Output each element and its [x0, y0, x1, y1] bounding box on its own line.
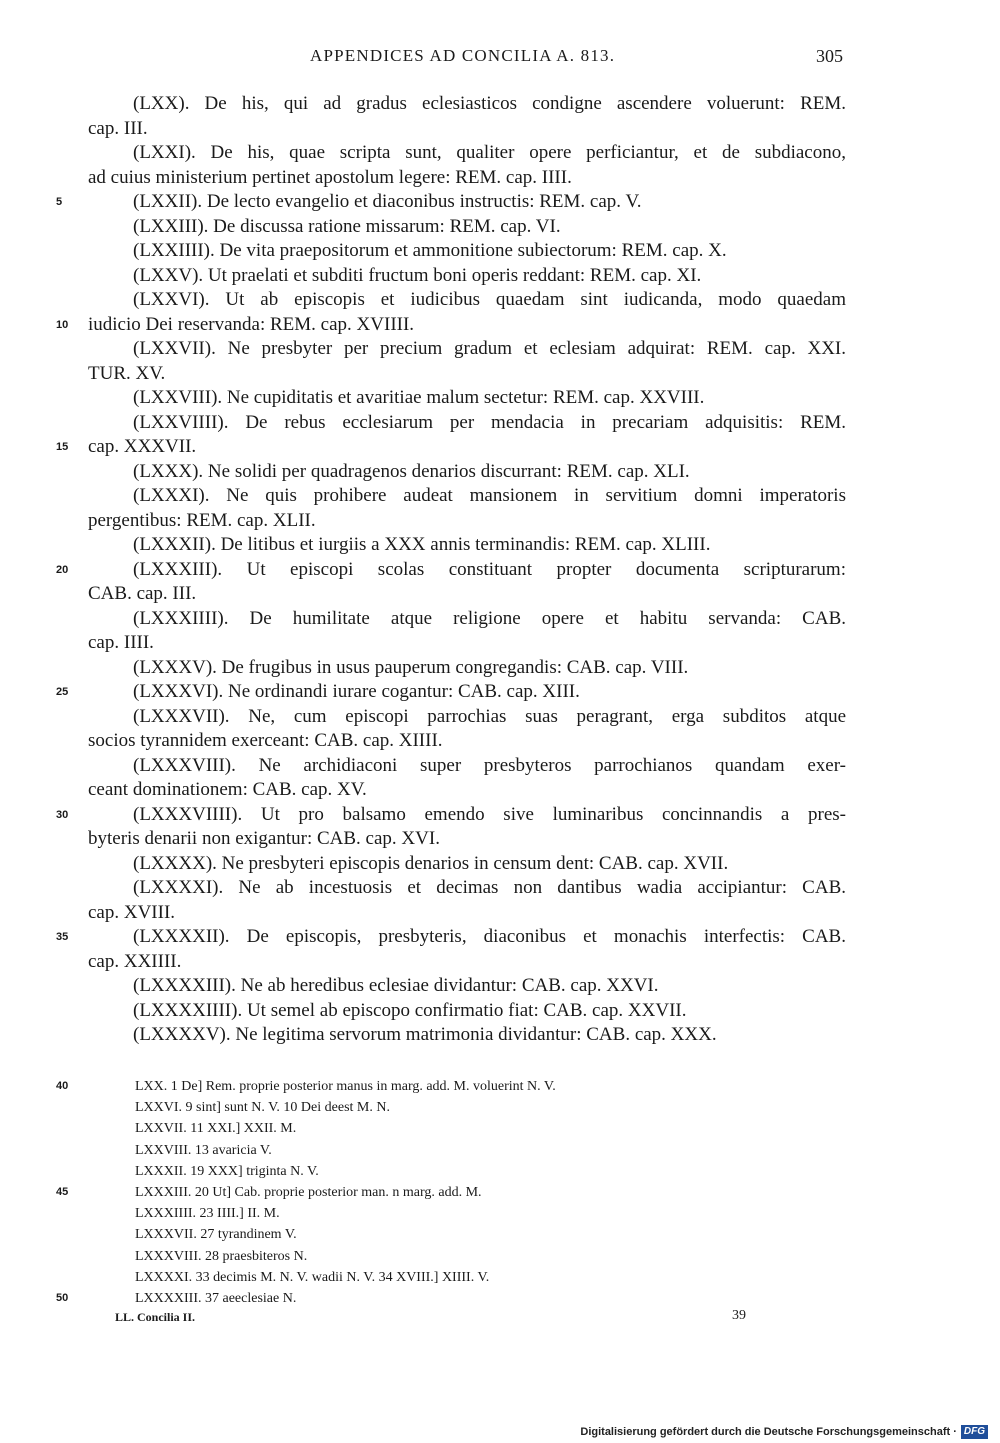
- text-line-content: pergentibus: REM. cap. XLII.: [88, 509, 316, 531]
- note-line: [0, 1140, 1000, 1161]
- text-line-content: byteris denarii non exigantur: CAB. cap. XVI.: [88, 828, 440, 849]
- text-line: [0, 582, 1000, 607]
- text-line: [0, 827, 1000, 852]
- text-line: [0, 166, 1000, 191]
- text-line-content: (LXXXXIIII). Ut semel ab episcopo confirmatio fiat: CAB. cap. XXVII.: [133, 999, 687, 1021]
- text-line-content: (LXXXVII). Ne, cum episcopi parrochias suas peragrant, erga subditos atque: [133, 705, 846, 727]
- text-line: [0, 754, 1000, 779]
- text-line-content: (LXXXVIIII). Ut pro balsamo emendo sive luminaribus concinnandis a pres-: [133, 803, 846, 825]
- text-line: [0, 533, 1000, 558]
- text-line-content: ceant dominationem: CAB. cap. XV.: [88, 779, 367, 800]
- text-line: [0, 117, 1000, 142]
- line-number: 15: [56, 441, 69, 453]
- note-line-content: LXXVIII. 13 avaricia V.: [135, 1142, 272, 1158]
- text-line-content: cap. XXIIII.: [88, 950, 182, 972]
- text-line-content: (LXXI). De his, quae scripta sunt, qualiter opere perficiantur, et de subdiacono,: [133, 142, 846, 163]
- text-line: [0, 386, 1000, 411]
- text-line-content: (LXXXI). Ne quis prohibere audeat mansionem in servitium domni imperatoris: [133, 485, 846, 506]
- text-line-content: (LXXVI). Ut ab episcopis et iudicibus quaedam sint iudicanda, modo quaedam: [133, 289, 846, 310]
- note-line: [0, 1182, 1000, 1203]
- text-line: [0, 974, 1000, 999]
- text-line: [0, 778, 1000, 803]
- line-number: 20: [56, 563, 69, 576]
- line-number: 30: [56, 808, 69, 821]
- text-line-content: cap. XXXVII.: [88, 436, 197, 457]
- text-line: [0, 190, 1000, 215]
- text-line-content: (LXXIII). De discussa ratione missarum: REM. cap. VI.: [133, 215, 561, 237]
- text-line: [0, 631, 1000, 656]
- text-line: [0, 1023, 1000, 1048]
- note-line-content: LXXXXI. 33 decimis M. N. V. wadii N. V. 34 XVIII.] XIIII. V.: [135, 1269, 490, 1285]
- critical-apparatus: [0, 1076, 1000, 1309]
- text-line-content: (LXXXV). De frugibus in usus pauperum congregandis: CAB. cap. VIII.: [133, 656, 689, 678]
- text-line: [0, 803, 1000, 828]
- text-line-content: cap. XVIII.: [88, 901, 176, 923]
- note-line-content: LXXXXIII. 37 aeeclesiae N.: [135, 1290, 297, 1306]
- text-line-content: (LXXIIII). De vita praepositorum et ammonitione subiectorum: REM. cap. X.: [133, 240, 727, 261]
- text-line-content: TUR. XV.: [88, 362, 166, 384]
- text-line: [0, 264, 1000, 289]
- text-line-content: (LXXXVIII). Ne archidiaconi super presbyteros parrochianos quandam exer-: [133, 754, 846, 776]
- text-line: [0, 92, 1000, 117]
- note-line-content: LXXXII. 19 XXX] triginta N. V.: [135, 1163, 319, 1179]
- text-line: [0, 141, 1000, 166]
- text-line-content: (LXXV). Ut praelati et subditi fructum boni operis reddant: REM. cap. XI.: [133, 264, 702, 286]
- text-line: [0, 729, 1000, 754]
- text-line: [0, 215, 1000, 240]
- line-number: 45: [56, 1185, 69, 1198]
- note-line: [0, 1288, 1000, 1309]
- line-number: 50: [56, 1291, 69, 1304]
- text-line-content: socios tyrannidem exerceant: CAB. cap. XIIII.: [88, 730, 443, 751]
- line-number: 10: [56, 318, 69, 331]
- text-line: [0, 950, 1000, 975]
- text-line-content: (LXXVII). Ne presbyter per precium gradum et eclesiam adquirat: REM. cap. XXI.: [133, 338, 846, 359]
- text-line: [0, 705, 1000, 730]
- text-line: [0, 460, 1000, 485]
- text-line-content: (LXXXXIII). Ne ab heredibus eclesiae dividantur: CAB. cap. XXVI.: [133, 975, 659, 996]
- text-line-content: (LXXXX). Ne presbyteri episcopis denarios in censum dent: CAB. cap. XVII.: [133, 852, 729, 874]
- text-line: [0, 558, 1000, 583]
- text-line: [0, 313, 1000, 338]
- note-line: [0, 1161, 1000, 1182]
- text-line-content: (LXXXVI). Ne ordinandi iurare cogantur: CAB. cap. XIII.: [133, 681, 580, 702]
- note-line-content: LXXXVII. 27 tyrandinem V.: [135, 1227, 297, 1243]
- line-number: 40: [56, 1080, 69, 1092]
- note-line: [0, 1203, 1000, 1224]
- dfg-logo-icon: DFG: [961, 1425, 988, 1439]
- text-line-content: cap. III.: [88, 117, 148, 139]
- note-line-content: LXX. 1 De] Rem. proprie posterior manus in marg. add. M. voluerint N. V.: [135, 1079, 556, 1094]
- text-line: [0, 680, 1000, 705]
- text-line-content: (LXXXIIII). De humilitate atque religione opere et habitu servanda: CAB.: [133, 607, 846, 629]
- note-line-content: LXXXIII. 20 Ut] Cab. proprie posterior man. n marg. add. M.: [135, 1184, 482, 1200]
- text-line: [0, 999, 1000, 1024]
- page-header: [0, 46, 1000, 72]
- text-line: [0, 484, 1000, 509]
- line-number: 35: [56, 931, 69, 943]
- text-line-content: (LXX). De his, qui ad gradus eclesiasticos condigne ascendere voluerunt: REM.: [133, 93, 846, 114]
- text-line-content: (LXXXXV). Ne legitima servorum matrimonia dividantur: CAB. cap. XXX.: [133, 1024, 717, 1045]
- text-line: [0, 435, 1000, 460]
- note-line-content: LXXXVIII. 28 praesbiteros N.: [135, 1248, 308, 1264]
- text-line-content: (LXXXXII). De episcopis, presbyteris, diaconibus et monachis interfectis: CAB.: [133, 926, 846, 947]
- digitization-footer: [580, 1424, 988, 1440]
- text-line-content: (LXXXII). De litibus et iurgiis a XXX annis terminandis: REM. cap. XLIII.: [133, 534, 711, 555]
- text-line-content: (LXXII). De lecto evangelio et diaconibus instructis: REM. cap. V.: [133, 191, 642, 212]
- signature-number: 39: [732, 1308, 746, 1323]
- note-line: [0, 1076, 1000, 1097]
- text-line: [0, 607, 1000, 632]
- text-line: [0, 239, 1000, 264]
- text-line-content: (LXXXIII). Ut episcopi scolas constituant propter documenta scripturarum:: [133, 558, 846, 580]
- text-line: [0, 876, 1000, 901]
- digitization-note: Digitalisierung gefördert durch die Deutsche Forschungsgemeinschaft ·: [580, 1426, 957, 1438]
- text-line: [0, 925, 1000, 950]
- text-line-content: CAB. cap. III.: [88, 583, 197, 604]
- text-line-content: (LXXXXI). Ne ab incestuosis et decimas non dantibus wadia accipiantur: CAB.: [133, 877, 846, 898]
- note-line-content: LXXVI. 9 sint] sunt N. V. 10 Dei deest M. N.: [135, 1100, 390, 1116]
- text-line: [0, 362, 1000, 387]
- text-line-content: (LXXVIIII). De rebus ecclesiarum per mendacia in precariam adquisitis: REM.: [133, 411, 846, 433]
- text-line: [0, 509, 1000, 534]
- text-line-content: (LXXVIII). Ne cupiditatis et avaritiae malum sectetur: REM. cap. XXVIII.: [133, 387, 705, 408]
- text-line: [0, 411, 1000, 436]
- note-line: [0, 1246, 1000, 1267]
- text-line: [0, 656, 1000, 681]
- note-line-content: LXXXIIII. 23 IIII.] II. M.: [135, 1206, 280, 1222]
- note-line: [0, 1267, 1000, 1288]
- main-text: [0, 92, 1000, 1048]
- line-number: 25: [56, 686, 69, 698]
- running-title: APPENDICES AD CONCILIA A. 813.: [310, 46, 616, 65]
- text-line-content: ad cuius ministerium pertinet apostolum legere: REM. cap. IIII.: [88, 166, 572, 188]
- text-line: [0, 288, 1000, 313]
- note-line-content: LXXVII. 11 XXI.] XXII. M.: [135, 1121, 297, 1137]
- text-line: [0, 337, 1000, 362]
- line-number: 5: [56, 196, 63, 208]
- text-line-content: (LXXX). Ne solidi per quadragenos denarios discurrant: REM. cap. XLI.: [133, 460, 690, 482]
- page-number: 305: [816, 46, 843, 66]
- text-line-content: iudicio Dei reservanda: REM. cap. XVIIII.: [88, 313, 415, 335]
- text-line: [0, 901, 1000, 926]
- note-line: [0, 1118, 1000, 1139]
- text-line-content: cap. IIII.: [88, 632, 154, 653]
- signature-label: LL. Concilia II.: [115, 1310, 196, 1324]
- note-line: [0, 1097, 1000, 1118]
- text-line: [0, 852, 1000, 877]
- note-line: [0, 1224, 1000, 1245]
